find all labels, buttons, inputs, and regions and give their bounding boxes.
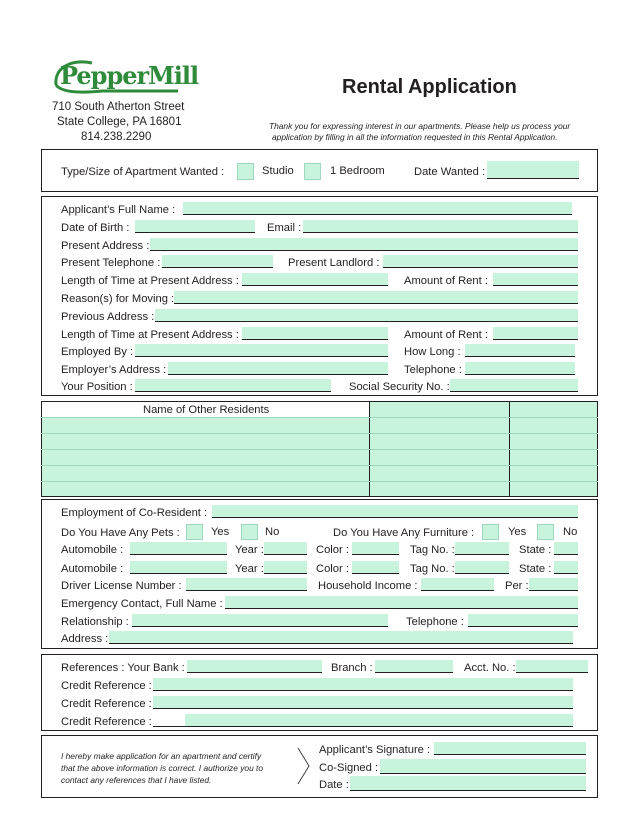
emergency-address-field[interactable] xyxy=(109,631,573,644)
residents-name-cell[interactable] xyxy=(42,418,368,496)
company-address-line1: 710 South Atherton Street xyxy=(52,101,185,113)
rent-field-2[interactable] xyxy=(493,327,578,340)
cosigned-field[interactable] xyxy=(380,759,586,774)
how-long-field[interactable] xyxy=(465,344,575,357)
length-present-label-1: Length of Time at Present Address : xyxy=(61,275,239,287)
furniture-label: Do You Have Any Furniture : xyxy=(333,527,475,539)
one-bedroom-checkbox[interactable] xyxy=(304,163,321,180)
acct-field[interactable] xyxy=(516,660,588,673)
color-field-1[interactable] xyxy=(352,542,399,555)
email-label: Email : xyxy=(267,222,302,234)
license-field[interactable] xyxy=(186,578,307,591)
credit-reference-field-1[interactable] xyxy=(153,678,573,691)
how-long-label: How Long : xyxy=(404,346,461,358)
color-label-2: Color : xyxy=(316,563,349,575)
pets-no-checkbox[interactable] xyxy=(241,524,258,540)
pets-label: Do You Have Any Pets : xyxy=(61,527,180,539)
automobile-label-2: Automobile : xyxy=(61,563,124,575)
reasons-moving-label: Reason(s) for Moving : xyxy=(61,293,175,305)
per-field[interactable] xyxy=(529,578,578,591)
state-field-1[interactable] xyxy=(554,542,578,555)
present-telephone-field[interactable] xyxy=(162,255,273,268)
year-label-1: Year : xyxy=(235,544,264,556)
logo-text: PepperMill xyxy=(60,61,199,90)
rent-field-1[interactable] xyxy=(493,273,578,286)
present-address-field[interactable] xyxy=(150,238,578,251)
employed-by-label: Employed By : xyxy=(61,346,134,358)
year-label-2: Year : xyxy=(235,563,264,575)
applicant-signature-field[interactable] xyxy=(434,742,586,755)
length-present-label-2: Length of Time at Present Address : xyxy=(61,329,239,341)
cosigned-label: Co-Signed : xyxy=(319,762,379,774)
chevron-right-icon xyxy=(296,746,312,786)
emergency-telephone-label: Telephone : xyxy=(406,616,464,628)
per-label: Per : xyxy=(505,580,529,592)
intro-line1: Thank you for expressing interest in our apartments. Please help us process your xyxy=(269,121,571,131)
present-address-label: Present Address : xyxy=(61,240,150,252)
date-wanted-label: Date Wanted : xyxy=(414,166,486,178)
credit-reference-label-2: Credit Reference : xyxy=(61,698,152,710)
certify-line3: contact any references that I have listed. xyxy=(61,775,212,785)
credit-reference-field-3[interactable] xyxy=(153,714,573,727)
page-title: Rental Application xyxy=(342,76,517,98)
state-label-1: State : xyxy=(519,544,552,556)
logo xyxy=(52,55,199,97)
applicant-signature-label: Applicant’s Signature : xyxy=(319,744,431,756)
employer-telephone-field[interactable] xyxy=(465,362,575,375)
employer-telephone-label: Telephone : xyxy=(404,364,462,376)
studio-checkbox[interactable] xyxy=(237,163,254,180)
email-field[interactable] xyxy=(303,220,578,233)
one-bedroom-label: 1 Bedroom xyxy=(330,165,385,177)
certify-line1: I hereby make application for an apartment and certify xyxy=(61,751,262,761)
pets-yes-checkbox[interactable] xyxy=(186,524,203,540)
furniture-yes-checkbox[interactable] xyxy=(482,524,499,540)
length-present-field-2[interactable] xyxy=(242,327,388,340)
coresident-employment-label: Employment of Co-Resident : xyxy=(61,507,208,519)
credit-reference-label-3: Credit Reference : xyxy=(61,716,152,728)
relationship-field[interactable] xyxy=(132,614,388,627)
furniture-yes-label: Yes xyxy=(508,526,527,538)
color-label-1: Color : xyxy=(316,544,349,556)
relationship-label: Relationship : xyxy=(61,616,129,628)
company-address-line2: State College, PA 16801 xyxy=(57,116,182,128)
employed-by-field[interactable] xyxy=(135,344,388,357)
license-label: Driver License Number : xyxy=(61,580,182,592)
signature-date-field[interactable] xyxy=(350,776,586,791)
acct-label: Acct. No. : xyxy=(464,662,516,674)
position-label: Your Position : xyxy=(61,381,133,393)
previous-address-field[interactable] xyxy=(155,309,578,322)
dob-label: Date of Birth : xyxy=(61,222,130,234)
full-name-label: Applicant’s Full Name : xyxy=(61,204,176,216)
present-telephone-label: Present Telephone : xyxy=(61,257,161,269)
present-landlord-field[interactable] xyxy=(383,255,578,268)
tag-field-1[interactable] xyxy=(455,542,509,555)
company-phone: 814.238.2290 xyxy=(81,131,152,143)
furniture-no-checkbox[interactable] xyxy=(537,524,554,540)
state-field-2[interactable] xyxy=(554,561,578,574)
color-field-2[interactable] xyxy=(352,561,399,574)
bank-field[interactable] xyxy=(187,660,322,673)
certify-line2: that the above information is correct. I authorize you to xyxy=(61,763,264,773)
position-field[interactable] xyxy=(135,379,331,392)
furniture-no-label: No xyxy=(563,526,578,538)
dob-field[interactable] xyxy=(135,220,255,233)
intro-line2: application by filling in all the information requested in this Rental Application. xyxy=(272,132,558,142)
household-income-label: Household Income : xyxy=(318,580,418,592)
ssn-label: Social Security No. : xyxy=(349,381,450,393)
emergency-contact-field[interactable] xyxy=(225,596,578,609)
emergency-telephone-field[interactable] xyxy=(468,614,578,627)
state-label-2: State : xyxy=(519,563,552,575)
reasons-moving-field[interactable] xyxy=(174,291,578,304)
tag-label-2: Tag No. : xyxy=(410,563,455,575)
length-present-field-1[interactable] xyxy=(242,273,388,286)
previous-address-label: Previous Address : xyxy=(61,311,155,323)
emergency-contact-label: Emergency Contact, Full Name : xyxy=(61,598,223,610)
employer-address-label: Employer’s Address : xyxy=(61,364,167,376)
credit-reference-label-1: Credit Reference : xyxy=(61,680,152,692)
coresident-employment-field[interactable] xyxy=(212,505,578,518)
automobile-field-1[interactable] xyxy=(130,542,227,555)
tag-label-1: Tag No. : xyxy=(410,544,455,556)
branch-label: Branch : xyxy=(331,662,373,674)
bank-label: References : Your Bank : xyxy=(61,662,185,674)
year-field-1[interactable] xyxy=(264,542,307,555)
signature-date-label: Date : xyxy=(319,779,349,791)
residents-table-header: Name of Other Residents xyxy=(143,404,270,416)
rent-label-1: Amount of Rent : xyxy=(404,275,488,287)
automobile-label-1: Automobile : xyxy=(61,544,124,556)
year-field-2[interactable] xyxy=(264,561,307,574)
automobile-field-2[interactable] xyxy=(130,561,227,574)
branch-field[interactable] xyxy=(375,660,453,673)
studio-label: Studio xyxy=(262,165,294,177)
employer-address-field[interactable] xyxy=(168,362,388,375)
apartment-type-label: Type/Size of Apartment Wanted : xyxy=(61,166,225,178)
ssn-field[interactable] xyxy=(450,379,578,392)
tag-field-2[interactable] xyxy=(455,561,509,574)
present-landlord-label: Present Landlord : xyxy=(288,257,380,269)
full-name-field[interactable] xyxy=(183,202,572,215)
pets-yes-label: Yes xyxy=(211,526,230,538)
pets-no-label: No xyxy=(265,526,280,538)
date-wanted-field[interactable] xyxy=(487,161,579,179)
rent-label-2: Amount of Rent : xyxy=(404,329,488,341)
credit-reference-field-2[interactable] xyxy=(153,696,573,709)
household-income-field[interactable] xyxy=(421,578,494,591)
emergency-address-label: Address : xyxy=(61,633,109,645)
